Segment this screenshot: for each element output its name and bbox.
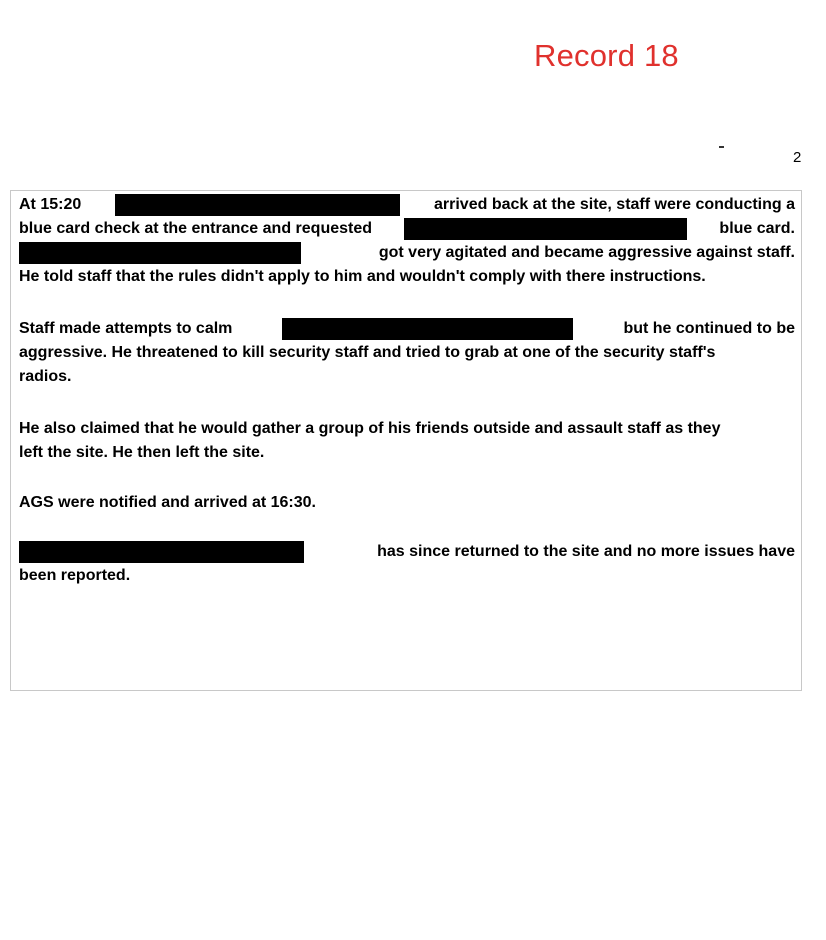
text-segment: Staff made attempts to calm [19, 320, 233, 337]
text-segment: AGS were notified and arrived at 16:30. [19, 494, 316, 511]
paragraph-1-line-2 [19, 217, 795, 241]
text-segment: blue card. [719, 220, 795, 237]
text-segment: but he continued to be [623, 320, 795, 337]
redaction-block [19, 242, 301, 264]
record-title: Record 18 [534, 38, 679, 73]
paragraph-4 [19, 491, 795, 515]
text-segment: left the site. He then left the site. [19, 444, 265, 461]
paragraph-5-line-2 [19, 564, 795, 588]
text-segment: He told staff that the rules didn't apply to him and wouldn't comply with there instructions. [19, 268, 706, 285]
text-segment: He also claimed that he would gather a group of his friends outside and assault staff as they [19, 420, 721, 437]
text-segment: radios. [19, 368, 72, 385]
paragraph-2-line-3 [19, 365, 795, 389]
paragraph-2-line-2 [19, 341, 795, 365]
page-number: 2 [793, 149, 802, 166]
text-segment: At 15:20 [19, 196, 82, 213]
text-segment: been reported. [19, 567, 131, 584]
text-segment: has since returned to the site and no more issues have [377, 543, 795, 560]
paragraph-3 [19, 417, 795, 465]
paragraph-1 [19, 193, 795, 289]
redaction-block [19, 541, 304, 563]
paragraph-3-line-2 [19, 441, 795, 465]
paragraph-4-line-1 [19, 491, 795, 515]
text-segment: got very agitated and became aggressive against staff. [378, 244, 795, 261]
paragraph-5 [19, 540, 795, 588]
text-segment: aggressive. He threatened to kill security staff and tried to grab at one of the security staff's [19, 344, 716, 361]
paragraph-5-line-1 [19, 540, 795, 564]
text-segment: blue card check at the entrance and requested [19, 220, 373, 237]
redaction-block [282, 318, 573, 340]
text-segment: arrived back at the site, staff were conducting a [434, 196, 795, 213]
redaction-block [404, 218, 687, 240]
redaction-block [115, 194, 400, 216]
tick-mark [719, 146, 724, 148]
paragraph-2 [19, 317, 795, 389]
paragraph-2-line-1 [19, 317, 795, 341]
paragraph-1-line-4 [19, 265, 795, 289]
paragraph-1-line-1 [19, 193, 795, 217]
paragraph-1-line-3 [19, 241, 795, 265]
paragraph-3-line-1 [19, 417, 795, 441]
